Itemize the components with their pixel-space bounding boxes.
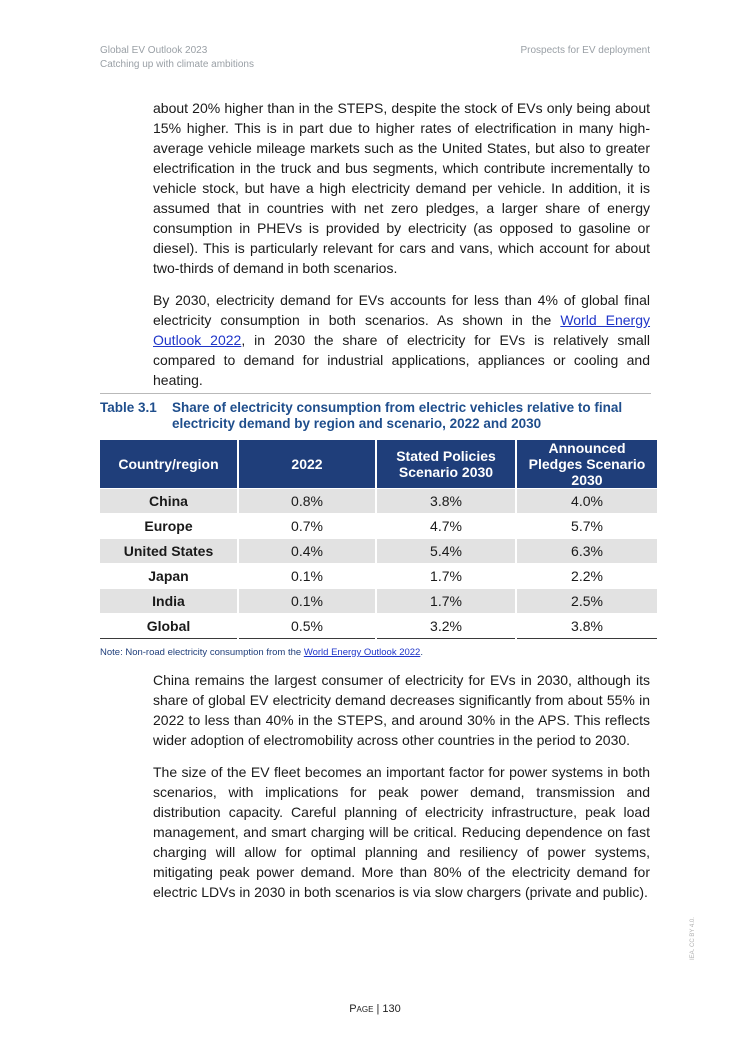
table-row [100, 614, 657, 639]
region-cell: United States [100, 539, 238, 564]
table-note [100, 647, 423, 658]
value-cell: 2.5% [516, 589, 657, 614]
region-cell: Japan [100, 564, 238, 589]
value-cell: 0.1% [238, 589, 376, 614]
region-cell: Europe [100, 514, 238, 539]
paragraph-text: about 20% higher than in the STEPS, despite the stock of EVs only being about 15% higher. This is in part due to higher rates of electrification in many high-average vehicle mileage markets such as the United States, but also to greater electrification in the truck and bus segments, which contribute incrementally to vehicle stock, but have a high electricity demand per vehicle. In addition, it is assumed that in countries with net zero pledges, a larger share of energy consumption in PHEVs is provided by electricity (as opposed to gasoline or diesel). This is particularly relevant for cars and vans, which account for about two-thirds of demand in both scenarios. [153, 100, 650, 276]
license-mark: IEA. CC BY 4.0. [690, 917, 696, 960]
paragraph-text-after: , in 2030 the share of electricity for EVs is relatively small compared to demand for industrial applications, appliances or cooling and heating. [153, 332, 650, 388]
value-cell: 3.8% [376, 489, 516, 514]
table-row [100, 539, 657, 564]
value-cell: 4.0% [516, 489, 657, 514]
paragraph-text: China remains the largest consumer of electricity for EVs in 2030, although its share of global EV electricity demand decreases significantly from about 55% in 2022 to less than 40% in the STEPS, and around 30% in the APS. This reflects wider adoption of electromobility across other countries in the period to 2030. [153, 672, 650, 748]
value-cell: 5.4% [376, 539, 516, 564]
electricity-share-table [100, 440, 657, 639]
body-paragraph-4 [153, 762, 650, 902]
value-cell: 2.2% [516, 564, 657, 589]
running-header-left [100, 44, 254, 72]
value-cell: 3.2% [376, 614, 516, 639]
page-separator: | [376, 1003, 380, 1015]
note-weo-2022-link[interactable]: World Energy Outlook 2022 [303, 647, 421, 658]
region-cell: Global [100, 614, 238, 639]
table-top-rule [100, 393, 651, 394]
table-row [100, 489, 657, 514]
page-footer [0, 1003, 750, 1015]
region-cell: China [100, 489, 238, 514]
table-row [100, 514, 657, 539]
report-subtitle: Catching up with climate ambitions [100, 59, 254, 70]
report-title: Global EV Outlook 2023 [100, 45, 208, 56]
value-cell: 0.4% [238, 539, 376, 564]
value-cell: 3.8% [516, 614, 657, 639]
value-cell: 0.5% [238, 614, 376, 639]
table-row [100, 589, 657, 614]
note-text: Note: Non-road electricity consumption from the [100, 647, 304, 658]
table-row [100, 564, 657, 589]
body-paragraph-1 [153, 98, 650, 278]
column-header: Country/region [100, 440, 238, 489]
body-paragraph-2 [153, 290, 650, 390]
value-cell: 1.7% [376, 564, 516, 589]
weo-2022-link[interactable]: World Energy Outlook 2022 [153, 312, 651, 348]
value-cell: 6.3% [516, 539, 657, 564]
body-paragraph-3 [153, 670, 650, 750]
column-header: 2022 [238, 440, 376, 489]
table-number: Table 3.1 [100, 400, 157, 415]
column-header: Stated Policies Scenario 2030 [376, 440, 516, 489]
note-text-end: . [420, 647, 423, 658]
paragraph-text: The size of the EV fleet becomes an important factor for power systems in both scenarios, with implications for peak power demand, transmission and distribution capacity. Careful planning of electricity infrastructure, peak load management, and smart charging will be critical. Reducing dependence on fast charging will allow for optimal planning and resiliency of power systems, mitigating peak power demand. More than 80% of the electricity demand for electric LDVs in 2030 in both scenarios is via slow chargers (private and public). [153, 764, 650, 900]
table-header-row [100, 440, 657, 489]
page-label: Page [349, 1003, 374, 1015]
value-cell: 0.1% [238, 564, 376, 589]
column-header: Announced Pledges Scenario 2030 [516, 440, 657, 489]
table-title: Share of electricity consumption from electric vehicles relative to final electricity demand by region and scenario, 2022 and 2030 [172, 400, 623, 431]
running-header-right: Prospects for EV deployment [520, 45, 650, 56]
paragraph-text-before: By 2030, electricity demand for EVs accounts for less than 4% of global final electricity consumption in both scenarios. As shown in the [153, 292, 650, 328]
value-cell: 4.7% [376, 514, 516, 539]
value-cell: 5.7% [516, 514, 657, 539]
region-cell: India [100, 589, 238, 614]
page-number: 130 [382, 1003, 401, 1015]
value-cell: 0.8% [238, 489, 376, 514]
paragraph-text [153, 290, 650, 390]
value-cell: 1.7% [376, 589, 516, 614]
value-cell: 0.7% [238, 514, 376, 539]
